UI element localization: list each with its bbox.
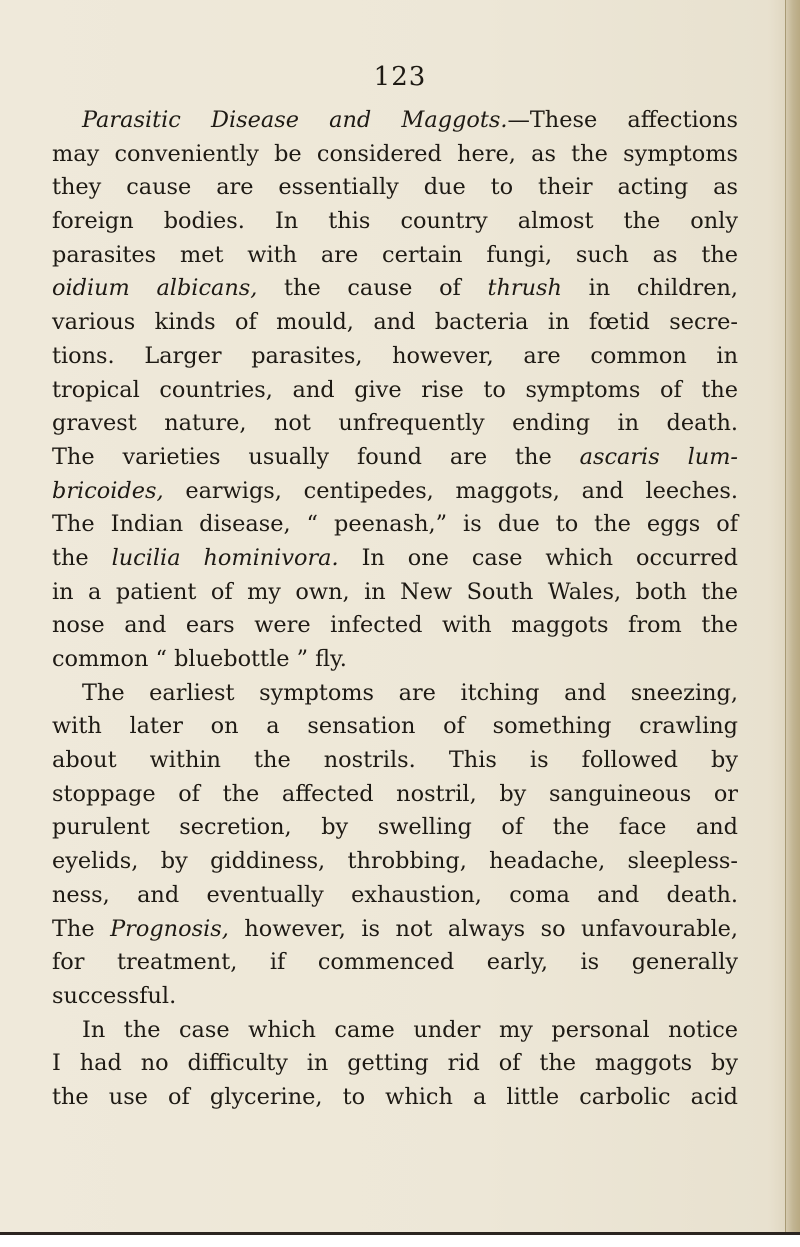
text-line <box>52 374 738 408</box>
text-run: stoppage of the affected nostril, by sanguineous or <box>52 780 738 807</box>
text-run: —These affections <box>507 107 738 133</box>
text-run: purulent secretion, by swelling of the face and <box>52 814 738 841</box>
text-line <box>52 677 738 711</box>
text-line <box>52 171 738 205</box>
text-run: In one case which occurred <box>338 544 738 571</box>
text-run: about within the nostrils. This is followed by <box>52 747 738 774</box>
text-line <box>52 980 738 1014</box>
text-line <box>52 508 738 542</box>
italic-run: lucilia hominivora. <box>111 544 339 571</box>
text-run: may conveniently be considered here, as the symptoms <box>52 140 738 167</box>
italic-run: Prognosis, <box>110 915 229 942</box>
text-run: gravest nature, not unfrequently ending in death. <box>52 410 738 437</box>
text-run: for treatment, if commenced early, is generally <box>52 949 738 976</box>
text-line <box>52 710 738 744</box>
text-run: The Indian disease, “ peenash,” is due to the eggs of <box>52 511 738 538</box>
text-line <box>52 542 738 576</box>
text-line <box>52 946 738 980</box>
text-run: ness, and eventually exhaustion, coma and death. <box>52 881 738 908</box>
text-run: the <box>52 544 112 571</box>
text-run: they cause are essentially due to their acting as <box>52 174 738 201</box>
text-line <box>52 272 738 306</box>
text-run: in a patient of my own, in New South Wales, both the <box>52 578 738 605</box>
text-run: common “ bluebottle ” fly. <box>52 646 347 672</box>
text-run: foreign bodies. In this country almost the only <box>52 208 738 235</box>
text-line <box>52 1081 738 1115</box>
text-run: I had no difficulty in getting rid of the maggots by <box>52 1050 738 1077</box>
text-line <box>52 1014 738 1048</box>
text-run: parasites met with are certain fungi, such as the <box>52 241 738 268</box>
text-line <box>52 811 738 845</box>
text-run: eyelids, by giddiness, throbbing, headache, sleepless- <box>52 848 738 875</box>
page-number: 123 <box>373 62 427 92</box>
text-run: in children, <box>561 275 738 302</box>
body-text <box>52 104 738 1115</box>
text-line <box>52 407 738 441</box>
text-run: The earliest symptoms are itching and sneezing, <box>82 679 738 706</box>
text-line <box>52 1047 738 1081</box>
text-line <box>52 306 738 340</box>
text-line <box>52 643 738 677</box>
italic-run: bricoides, <box>52 477 164 504</box>
italic-run: Parasitic Disease and Maggots. <box>82 107 508 133</box>
text-line <box>52 441 738 475</box>
text-line <box>52 104 738 138</box>
text-run: tropical countries, and give rise to symptoms of the <box>52 376 738 403</box>
italic-run: thrush <box>487 275 562 302</box>
text-run: various kinds of mould, and bacteria in fœtid secre- <box>52 309 738 336</box>
text-run: however, is not always so unfavourable, <box>228 915 738 942</box>
text-line <box>52 845 738 879</box>
italic-run: ascaris lum- <box>579 443 738 470</box>
text-line <box>52 913 738 947</box>
bottom-edge <box>0 1232 800 1247</box>
text-run: nose and ears were infected with maggots from the <box>52 612 738 639</box>
text-run: The varieties usually found are the <box>52 443 580 470</box>
text-line <box>52 576 738 610</box>
text-run: the cause of <box>257 275 488 302</box>
page-edge <box>785 0 800 1247</box>
text-run: successful. <box>52 982 177 1009</box>
text-run: the use of glycerine, to which a little carbolic acid <box>52 1083 738 1110</box>
text-run: The <box>52 915 111 942</box>
italic-run: oidium albicans, <box>52 275 258 302</box>
text-line <box>52 744 738 778</box>
text-line <box>52 205 738 239</box>
text-run: tions. Larger parasites, however, are common in <box>52 342 738 369</box>
text-line <box>52 778 738 812</box>
text-run: earwigs, centipedes, maggots, and leeches. <box>163 477 738 504</box>
text-line <box>52 609 738 643</box>
text-run: In the case which came under my personal notice <box>82 1016 738 1043</box>
text-line <box>52 475 738 509</box>
text-line <box>52 879 738 913</box>
text-line <box>52 340 738 374</box>
text-run: with later on a sensation of something crawling <box>52 713 738 740</box>
text-line <box>52 138 738 172</box>
text-line <box>52 239 738 273</box>
